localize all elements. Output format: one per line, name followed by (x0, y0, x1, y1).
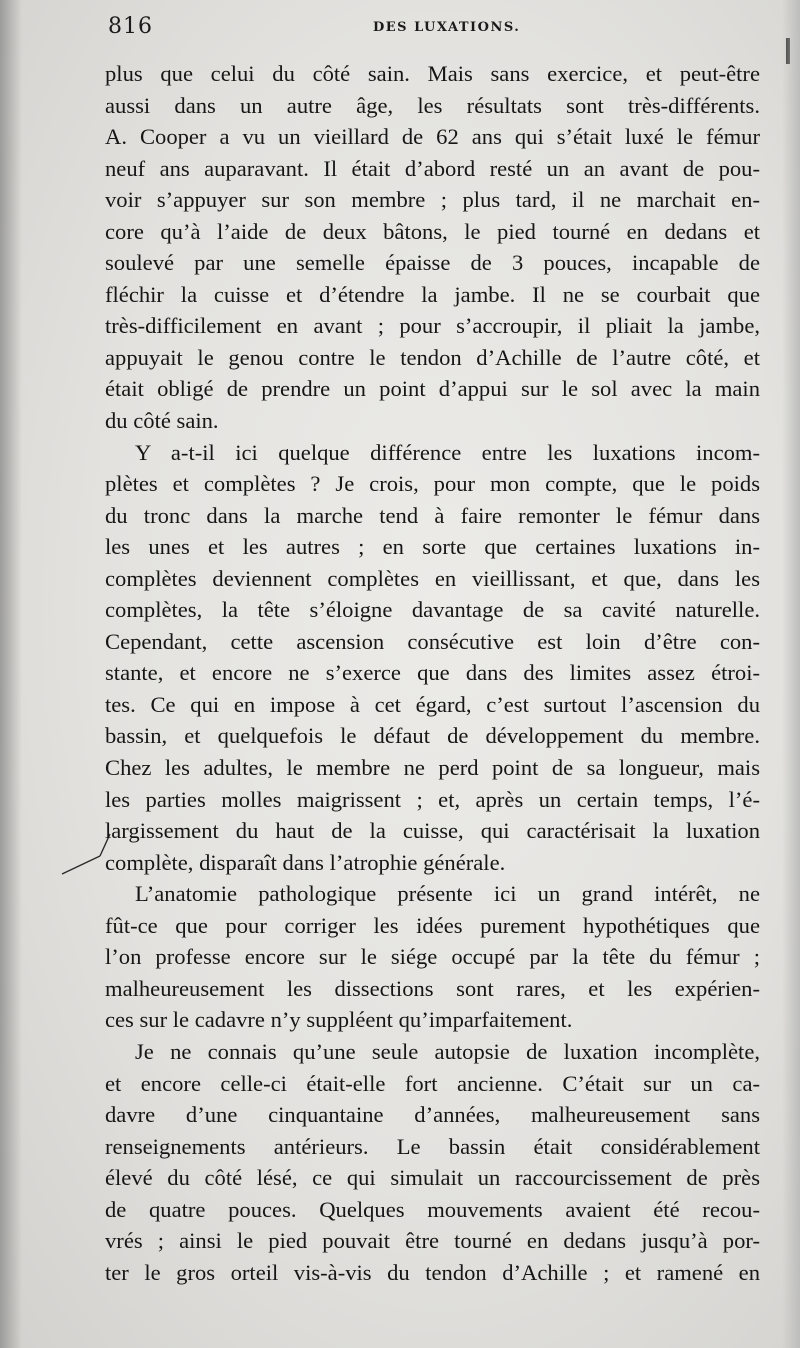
text-line: soulevé par une semelle épaisse de 3 pouces, incapable de (105, 250, 760, 276)
text-line: complète, disparaît dans l’atrophie générale. (105, 849, 506, 875)
text-line: élevé du côté lésé, ce qui simulait un raccourcissement de près (105, 1165, 760, 1191)
paragraph-start-line: Je ne connais qu’une seule autopsie de luxation incomplète, (135, 1038, 760, 1064)
text-line: bassin, et quelquefois le défaut de développement du membre. (105, 723, 760, 749)
text-line: plètes et complètes ? Je crois, pour mon compte, que le poids (105, 471, 760, 497)
text-line: du côté sain. (105, 408, 219, 434)
text-line: stante, et encore ne s’exerce que dans des limites assez étroi- (105, 660, 760, 686)
text-line: largissement du haut de la cuisse, qui caractérisait la luxation (105, 818, 760, 844)
text-line: voir s’appuyer sur son membre ; plus tard, il ne marchait en- (105, 187, 760, 213)
text-line: du tronc dans la marche tend à faire remonter le fémur dans (105, 502, 760, 528)
text-line: renseignements antérieurs. Le bassin était considérablement (105, 1133, 760, 1159)
page-edge-mark (786, 38, 790, 64)
text-line: ter le gros orteil vis-à-vis du tendon d’Achille ; et ramené en (105, 1259, 760, 1285)
text-line: core qu’à l’aide de deux bâtons, le pied tourné en dedans et (105, 218, 760, 244)
text-line: plus que celui du côté sain. Mais sans exercice, et peut-être (105, 61, 760, 86)
body-text (105, 58, 760, 1288)
text-line: et encore celle-ci était-elle fort ancienne. C’était sur un ca- (105, 1070, 760, 1096)
text-line: Chez les adultes, le membre ne perd point de sa longueur, mais (105, 755, 760, 781)
text-line: était obligé de prendre un point d’appui sur le sol avec la main (105, 376, 760, 402)
text-line: les unes et les autres ; en sorte que certaines luxations in- (105, 534, 760, 560)
text-line: A. Cooper a vu un vieillard de 62 ans qui s’était luxé le fémur (105, 124, 760, 150)
text-line: appuyait le genou contre le tendon d’Achille de l’autre côté, et (105, 344, 760, 370)
paragraph-start-line: Y a-t-il ici quelque différence entre les luxations incom- (135, 439, 760, 465)
text-line: tes. Ce qui en impose à cet égard, c’est surtout l’ascension du (105, 691, 760, 717)
text-line: l’on professe encore sur le siége occupé par la tête du fémur ; (105, 944, 760, 970)
text-line: fléchir la cuisse et d’étendre la jambe. Il ne se courbait que (105, 281, 760, 307)
text-line: neuf ans auparavant. Il était d’abord resté un an avant de pou- (105, 155, 760, 181)
running-title: DES LUXATIONS. (373, 20, 521, 35)
text-line: davre d’une cinquantaine d’années, malheureusement sans (105, 1102, 760, 1128)
text-line: très-difficilement en avant ; pour s’accroupir, il pliait la jambe, (105, 313, 760, 339)
text-line: les parties molles maigrissent ; et, après un certain temps, l’é- (105, 786, 760, 812)
text-line: complètes deviennent complètes en vieillissant, et que, dans les (105, 565, 760, 591)
paragraph-start-line: L’anatomie pathologique présente ici un grand intérêt, ne (135, 881, 760, 907)
text-line: malheureusement les dissections sont rares, et les expérien- (105, 975, 760, 1001)
text-line: fût-ce que pour corriger les idées purement hypothétiques que (105, 912, 760, 938)
text-line: complètes, la tête s’éloigne davantage de sa cavité naturelle. (105, 597, 760, 623)
text-line: de quatre pouces. Quelques mouvements avaient été recou- (105, 1196, 760, 1222)
running-header (108, 14, 760, 44)
page-number: 816 (108, 14, 153, 39)
text-line: vrés ; ainsi le pied pouvait être tourné en dedans jusqu’à por- (105, 1228, 760, 1254)
text-line: Cependant, cette ascension consécutive est loin d’être con- (105, 628, 760, 654)
text-line: aussi dans un autre âge, les résultats sont très-différents. (105, 92, 760, 118)
text-line: ces sur le cadavre n’y suppléent qu’imparfaitement. (105, 1007, 573, 1033)
